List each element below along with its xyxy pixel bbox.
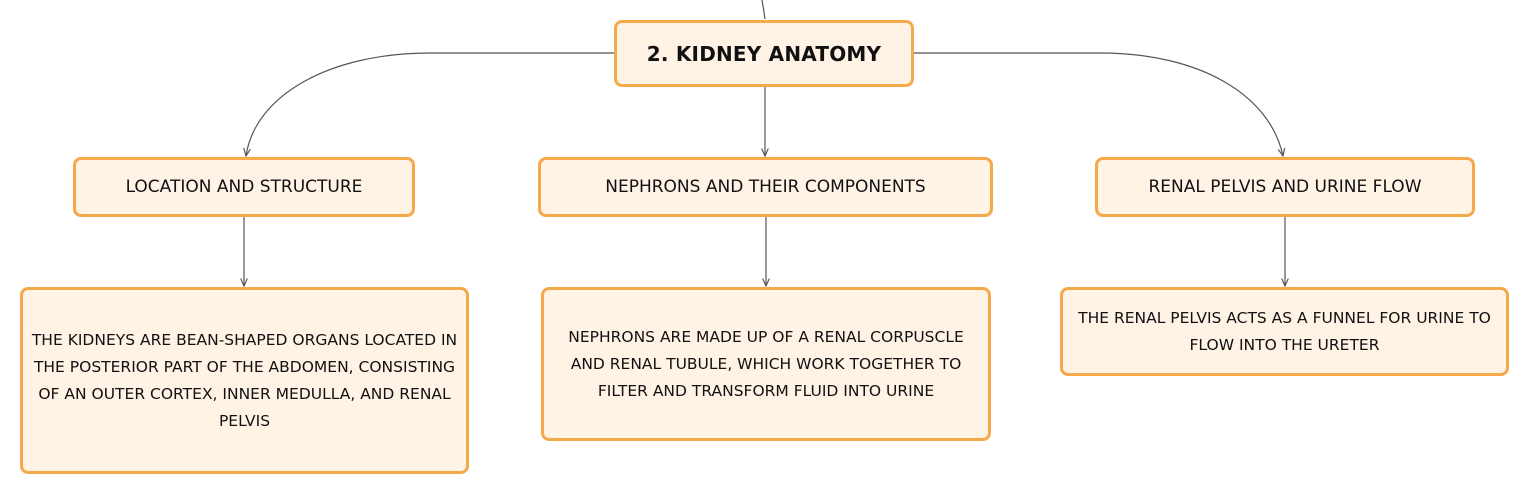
detail-node-location-and-structure[interactable]	[20, 287, 469, 474]
branch-node-nephrons[interactable]	[538, 157, 993, 217]
branch-node-label: NEPHRONS AND THEIR COMPONENTS	[605, 177, 926, 197]
detail-node-text: THE KIDNEYS ARE BEAN-SHAPED ORGANS LOCATED IN THE POSTERIOR PART OF THE ABDOMEN, CONSISTING OF AN OUTER CORTEX, INNER MEDULLA, AND RENAL PELVIS	[31, 330, 458, 430]
branch-node-label: RENAL PELVIS AND URINE FLOW	[1148, 177, 1422, 197]
branch-node-renal-pelvis[interactable]	[1095, 157, 1475, 217]
detail-node-text: NEPHRONS ARE MADE UP OF A RENAL CORPUSCLE AND RENAL TUBULE, WHICH WORK TOGETHER TO FILTER AND TRANSFORM FLUID INTO URINE	[568, 327, 964, 400]
branch-node-label: LOCATION AND STRUCTURE	[125, 177, 363, 197]
detail-node-nephrons[interactable]	[541, 287, 991, 441]
connector-root-to-branch-3	[914, 53, 1283, 156]
incoming-connector	[762, 0, 765, 19]
root-node-label: 2. KIDNEY ANATOMY	[646, 41, 882, 66]
root-node[interactable]	[614, 20, 914, 87]
connector-root-to-branch-1	[246, 53, 614, 156]
detail-node-renal-pelvis[interactable]	[1060, 287, 1509, 376]
branch-node-location-and-structure[interactable]	[73, 157, 415, 217]
detail-node-text: THE RENAL PELVIS ACTS AS A FUNNEL FOR URINE TO FLOW INTO THE URETER	[1078, 308, 1491, 354]
